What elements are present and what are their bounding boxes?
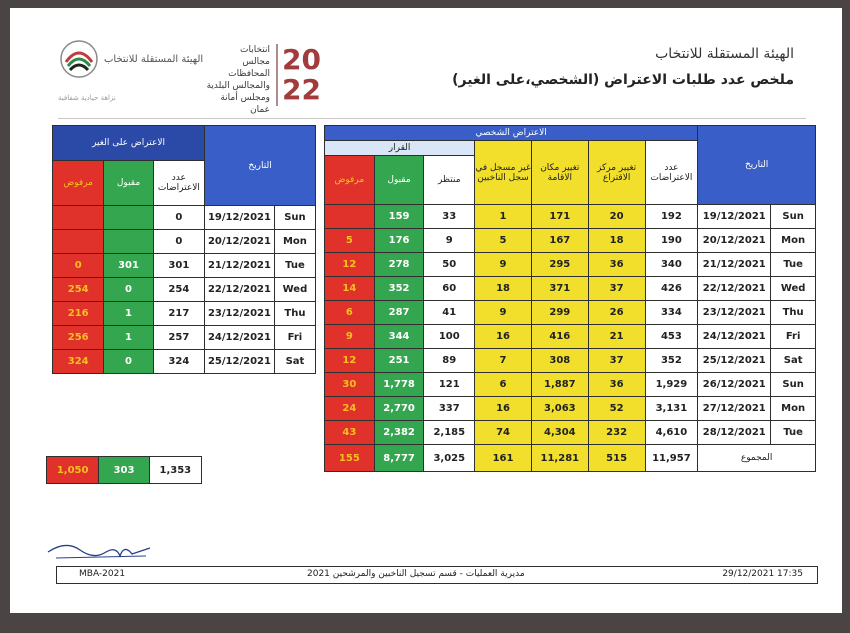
cell-pending: 9 bbox=[424, 229, 475, 253]
group-header: الاعتراض الشخصي bbox=[325, 126, 698, 141]
table-row bbox=[325, 253, 816, 277]
cell-day: Tue bbox=[274, 254, 315, 278]
date-header: التاريخ bbox=[698, 126, 816, 205]
cell-day: Wed bbox=[274, 278, 315, 302]
cell-count: 301 bbox=[153, 254, 204, 278]
table-row bbox=[53, 206, 316, 230]
cell-date: 21/12/2021 bbox=[698, 253, 771, 277]
cell-date: 20/12/2021 bbox=[698, 229, 771, 253]
elections-2022-logo bbox=[198, 43, 328, 115]
iec-emblem-icon bbox=[58, 38, 100, 80]
col-header-accepted: مقبول bbox=[374, 156, 424, 205]
cell-date: 26/12/2021 bbox=[698, 373, 771, 397]
cell-accepted: 0 bbox=[104, 350, 153, 374]
cell-accepted: 278 bbox=[374, 253, 424, 277]
cell-date: 27/12/2021 bbox=[698, 397, 771, 421]
group-header: الاعتراض على الغير bbox=[53, 126, 205, 161]
cell-center: 36 bbox=[588, 373, 645, 397]
cell-residence: 295 bbox=[531, 253, 588, 277]
cell-accepted: 159 bbox=[374, 205, 424, 229]
cell-rejected bbox=[53, 230, 104, 254]
elections-logo-lines bbox=[198, 44, 270, 116]
cell-count: 217 bbox=[153, 302, 204, 326]
cell-count: 254 bbox=[153, 278, 204, 302]
date-header: التاريخ bbox=[205, 126, 316, 206]
cell-pending: 33 bbox=[424, 205, 475, 229]
cell-count: 352 bbox=[645, 349, 698, 373]
cell-date: 23/12/2021 bbox=[698, 301, 771, 325]
total-rejected: 155 bbox=[325, 445, 375, 472]
cell-residence: 371 bbox=[531, 277, 588, 301]
cell-unregistered: 18 bbox=[475, 277, 532, 301]
cell-rejected: 5 bbox=[325, 229, 375, 253]
cell-residence: 4,304 bbox=[531, 421, 588, 445]
objection-on-others-table bbox=[52, 125, 316, 374]
cell-count: 192 bbox=[645, 205, 698, 229]
cell-center: 37 bbox=[588, 349, 645, 373]
cell-unregistered: 16 bbox=[475, 397, 532, 421]
col-header-center: تغيير مركز الاقتراع bbox=[588, 141, 645, 205]
table-row bbox=[325, 205, 816, 229]
cell-residence: 171 bbox=[531, 205, 588, 229]
cell-rejected: 14 bbox=[325, 277, 375, 301]
cell-residence: 416 bbox=[531, 325, 588, 349]
cell-accepted: 1 bbox=[104, 302, 153, 326]
cell-rejected: 254 bbox=[53, 278, 104, 302]
year-mark bbox=[276, 44, 326, 106]
cell-date: 24/12/2021 bbox=[698, 325, 771, 349]
cell-residence: 308 bbox=[531, 349, 588, 373]
cell-unregistered: 5 bbox=[475, 229, 532, 253]
footer-department: مديرية العمليات - قسم تسجيل الناخبين والمرشحين 2021 bbox=[307, 569, 525, 579]
cell-accepted: 287 bbox=[374, 301, 424, 325]
table-row bbox=[325, 349, 816, 373]
table-row bbox=[53, 278, 316, 302]
cell-accepted: 301 bbox=[104, 254, 153, 278]
table-row bbox=[53, 302, 316, 326]
cell-date: 25/12/2021 bbox=[698, 349, 771, 373]
cell-unregistered: 9 bbox=[475, 253, 532, 277]
cell-date: 20/12/2021 bbox=[205, 230, 275, 254]
total-count: 11,957 bbox=[645, 445, 698, 472]
col-header-rejected: مرفوض bbox=[325, 156, 375, 205]
cell-date: 19/12/2021 bbox=[698, 205, 771, 229]
cell-day: Tue bbox=[771, 421, 816, 445]
cell-count: 1,929 bbox=[645, 373, 698, 397]
table-row bbox=[325, 325, 816, 349]
total-unregistered: 161 bbox=[475, 445, 532, 472]
iec-logo-text: الهيئة المستقلة للانتخاب bbox=[104, 54, 204, 65]
total-rejected: 1,050 bbox=[47, 457, 99, 484]
cell-count: 426 bbox=[645, 277, 698, 301]
cell-accepted bbox=[104, 206, 153, 230]
table-row bbox=[325, 301, 816, 325]
col-header-pending: منتظر bbox=[424, 156, 475, 205]
cell-day: Sun bbox=[771, 205, 816, 229]
cell-pending: 121 bbox=[424, 373, 475, 397]
total-center: 515 bbox=[588, 445, 645, 472]
cell-rejected: 6 bbox=[325, 301, 375, 325]
total-residence: 11,281 bbox=[531, 445, 588, 472]
cell-accepted bbox=[104, 230, 153, 254]
cell-count: 257 bbox=[153, 326, 204, 350]
cell-center: 20 bbox=[588, 205, 645, 229]
cell-date: 28/12/2021 bbox=[698, 421, 771, 445]
cell-date: 23/12/2021 bbox=[205, 302, 275, 326]
footer-code: MBA-2021 bbox=[79, 569, 126, 579]
cell-accepted: 2,382 bbox=[374, 421, 424, 445]
cell-count: 4,610 bbox=[645, 421, 698, 445]
decision-header: القرار bbox=[325, 141, 475, 156]
cell-center: 21 bbox=[588, 325, 645, 349]
cell-rejected: 30 bbox=[325, 373, 375, 397]
col-header-accepted: مقبول bbox=[104, 161, 153, 206]
cell-unregistered: 7 bbox=[475, 349, 532, 373]
cell-pending: 337 bbox=[424, 397, 475, 421]
iec-logo-subtext: نزاهة حيادية شفافية bbox=[58, 94, 116, 102]
cell-unregistered: 16 bbox=[475, 325, 532, 349]
cell-center: 36 bbox=[588, 253, 645, 277]
table-row bbox=[325, 373, 816, 397]
cell-date: 25/12/2021 bbox=[205, 350, 275, 374]
cell-accepted: 1,778 bbox=[374, 373, 424, 397]
cell-accepted: 2,770 bbox=[374, 397, 424, 421]
cell-rejected: 0 bbox=[53, 254, 104, 278]
table-row bbox=[325, 277, 816, 301]
cell-unregistered: 9 bbox=[475, 301, 532, 325]
cell-day: Fri bbox=[771, 325, 816, 349]
cell-residence: 299 bbox=[531, 301, 588, 325]
document-summary-title: ملخص عدد طلبات الاعتراض (الشخصي،على الغير) bbox=[452, 72, 794, 88]
objection-on-others-totals bbox=[46, 456, 202, 484]
cell-pending: 89 bbox=[424, 349, 475, 373]
cell-day: Tue bbox=[771, 253, 816, 277]
cell-residence: 167 bbox=[531, 229, 588, 253]
cell-count: 190 bbox=[645, 229, 698, 253]
cell-center: 52 bbox=[588, 397, 645, 421]
header-divider bbox=[58, 118, 806, 119]
cell-pending: 60 bbox=[424, 277, 475, 301]
cell-rejected: 216 bbox=[53, 302, 104, 326]
table-row bbox=[53, 230, 316, 254]
cell-date: 21/12/2021 bbox=[205, 254, 275, 278]
cell-rejected: 12 bbox=[325, 253, 375, 277]
year-top: 20 bbox=[282, 43, 321, 76]
cell-day: Sun bbox=[771, 373, 816, 397]
table-row bbox=[325, 421, 816, 445]
col-header-count: عدد الاعتراضات bbox=[645, 141, 698, 205]
cell-accepted: 0 bbox=[104, 278, 153, 302]
cell-rejected: 9 bbox=[325, 325, 375, 349]
cell-day: Mon bbox=[771, 229, 816, 253]
cell-pending: 2,185 bbox=[424, 421, 475, 445]
cell-center: 18 bbox=[588, 229, 645, 253]
document-footer bbox=[56, 566, 818, 584]
total-accepted: 8,777 bbox=[374, 445, 424, 472]
cell-center: 232 bbox=[588, 421, 645, 445]
cell-count: 324 bbox=[153, 350, 204, 374]
total-label: المجموع bbox=[698, 445, 816, 472]
cell-date: 24/12/2021 bbox=[205, 326, 275, 350]
elections-logo-line: ومجلس أمانة عمان bbox=[220, 93, 270, 115]
cell-count: 0 bbox=[153, 206, 204, 230]
cell-day: Mon bbox=[771, 397, 816, 421]
table-row bbox=[53, 350, 316, 374]
cell-day: Fri bbox=[274, 326, 315, 350]
cell-date: 22/12/2021 bbox=[205, 278, 275, 302]
table-row bbox=[325, 229, 816, 253]
cell-accepted: 1 bbox=[104, 326, 153, 350]
cell-date: 19/12/2021 bbox=[205, 206, 275, 230]
cell-accepted: 352 bbox=[374, 277, 424, 301]
total-pending: 3,025 bbox=[424, 445, 475, 472]
cell-pending: 50 bbox=[424, 253, 475, 277]
cell-residence: 1,887 bbox=[531, 373, 588, 397]
total-accepted: 303 bbox=[99, 457, 149, 484]
cell-rejected: 12 bbox=[325, 349, 375, 373]
cell-residence: 3,063 bbox=[531, 397, 588, 421]
document-page bbox=[10, 8, 842, 613]
cell-accepted: 344 bbox=[374, 325, 424, 349]
total-count: 1,353 bbox=[149, 457, 201, 484]
cell-center: 37 bbox=[588, 277, 645, 301]
signature-icon bbox=[46, 538, 156, 564]
cell-rejected: 256 bbox=[53, 326, 104, 350]
elections-logo-line: والمجالس البلدية bbox=[206, 81, 270, 91]
cell-day: Thu bbox=[771, 301, 816, 325]
personal-objection-table bbox=[324, 125, 816, 472]
cell-day: Mon bbox=[274, 230, 315, 254]
cell-count: 453 bbox=[645, 325, 698, 349]
year-bottom: 22 bbox=[282, 73, 321, 106]
iec-logo bbox=[58, 38, 204, 104]
elections-logo-line: انتخابات bbox=[240, 45, 270, 55]
cell-day: Sat bbox=[771, 349, 816, 373]
cell-accepted: 251 bbox=[374, 349, 424, 373]
cell-rejected: 43 bbox=[325, 421, 375, 445]
cell-pending: 100 bbox=[424, 325, 475, 349]
elections-logo-line: مجالس المحافظات bbox=[228, 57, 270, 79]
cell-day: Sun bbox=[274, 206, 315, 230]
cell-unregistered: 74 bbox=[475, 421, 532, 445]
table-row bbox=[53, 254, 316, 278]
col-header-rejected: مرفوض bbox=[53, 161, 104, 206]
cell-accepted: 176 bbox=[374, 229, 424, 253]
col-header-unregistered: غير مسجل في سجل الناخبين bbox=[475, 141, 532, 205]
footer-timestamp: 29/12/2021 17:35 bbox=[722, 569, 803, 579]
cell-pending: 41 bbox=[424, 301, 475, 325]
cell-date: 22/12/2021 bbox=[698, 277, 771, 301]
cell-count: 340 bbox=[645, 253, 698, 277]
cell-unregistered: 6 bbox=[475, 373, 532, 397]
document-org-title: الهيئة المستقلة للانتخاب bbox=[655, 46, 794, 62]
cell-count: 334 bbox=[645, 301, 698, 325]
cell-rejected: 324 bbox=[53, 350, 104, 374]
table-row bbox=[325, 397, 816, 421]
cell-count: 0 bbox=[153, 230, 204, 254]
cell-rejected bbox=[325, 205, 375, 229]
cell-count: 3,131 bbox=[645, 397, 698, 421]
cell-center: 26 bbox=[588, 301, 645, 325]
col-header-count: عدد الاعتراضات bbox=[153, 161, 204, 206]
cell-unregistered: 1 bbox=[475, 205, 532, 229]
cell-day: Wed bbox=[771, 277, 816, 301]
cell-rejected bbox=[53, 206, 104, 230]
table-row bbox=[53, 326, 316, 350]
col-header-residence: تغيير مكان الاقامة bbox=[531, 141, 588, 205]
cell-day: Thu bbox=[274, 302, 315, 326]
cell-day: Sat bbox=[274, 350, 315, 374]
cell-rejected: 24 bbox=[325, 397, 375, 421]
